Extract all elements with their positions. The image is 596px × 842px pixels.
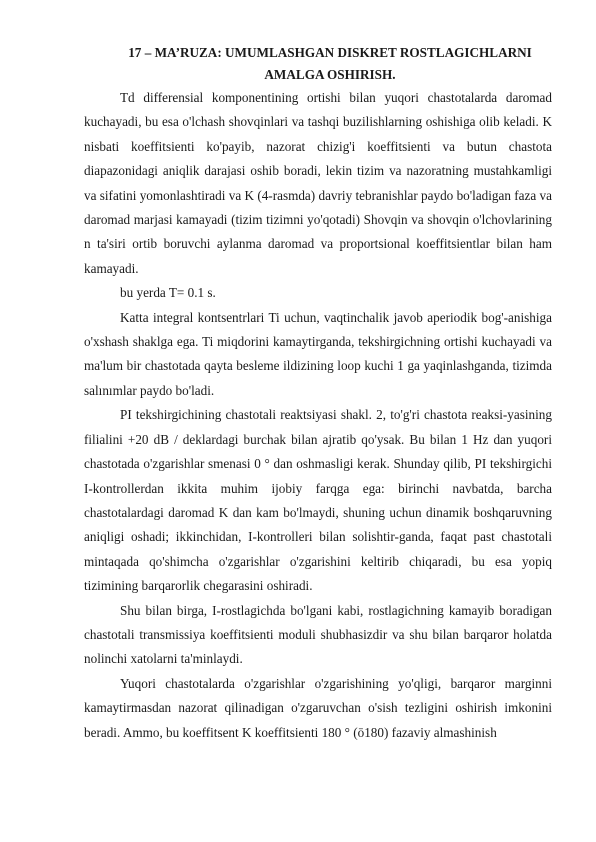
document-page (84, 42, 552, 745)
paragraph-1: Td differensial komponentining ortishi bilan yuqori chastotalarda daromad kuchayadi, bu esa o'lchash shovqinlari va tashqi buzilishlarning oshishiga olib keladi. K nisbati koeffitsienti ko'payib, nazorat chizig'i koeffitsienti va butun chastota diapazonidagi aniqlik darajasi oshib boradi, lekin tizim va nazoratning mustahkamligi va sifatini yomonlashtiradi va K (4-rasmda) davriy tebranishlar paydo bo'ladigan faza va daromad marjasi kamayadi (tizim tizimni yo'qotadi) Shovqin va shovqin o'lchovlarining n ta'siri ortib boruvchi aylanma daromad va proportsional koeffitsientlar bilan ham kamayadi. (84, 90, 552, 276)
paragraph-6: Yuqori chastotalarda o'zgarishlar o'zgarishining yo'qligi, barqaror marginni kamaytirmasdan nazorat qilinadigan o'zgaruvchan o'sish tezligini oshirish imkonini beradi. Ammo, bu koeffitsent K koeffitsienti 180 ° (ō180) fazaviy almashinish (84, 675, 552, 740)
paragraph-3: Katta integral kontsentrlari Ti uchun, vaqtinchalik javob aperiodik bog'-anishiga o'xshash shaklga ega. Ti miqdorini kamaytirganda, tekshirgichning ortishi kuchayadi va ma'lum bir chastotada qayta besleme ildizining loop kuchi 1 ga yaqinlashganda, tizimda salınımlar paydo bo'ladi. (84, 309, 552, 398)
paragraph-2: bu yerda T= 0.1 s. (120, 285, 216, 301)
lecture-title: 17 – MA’RUZA: UMUMLASHGAN DISKRET ROSTLAGICHLARNI AMALGA OSHIRISH. (128, 45, 532, 82)
paragraph-4: PI tekshirgichining chastotali reaktsiyasi shakl. 2, to'g'ri chastota reaksi-yasining filialini +20 dB / deklardagi burchak bilan ajratib qo'ysak. Bu bilan 1 Hz dan yuqori chastotada o'zgarishlar smenasi 0 ° dan oshmasligi kerak. Shunday qilib, PI tekshirgichi I-kontrollerdan ikkita muhim ijobiy farqga ega: birinchi navbatda, barcha chastotalardagi daromad K dan kam bo'lmaydi, shuning uchun dinamik boshqaruvning aniqligi oshadi; ikkinchidan, I-kontrolleri bilan solishtir-ganda, faqat past chastotali mintaqada qo'shimcha o'zgarishlar o'zgarishini keltirib chiqaradi, bu esa yopiq tizimining barqarorlik chegarasini oshiradi. (84, 407, 552, 594)
paragraph-5: Shu bilan birga, I-rostlagichda bo'lgani kabi, rostlagichning kamayib boradigan chastotali transmissiya koeffitsienti moduli shubhasizdir va shu bilan barqaror holatda nolinchi xatolarni ta'minlaydi. (84, 602, 552, 667)
